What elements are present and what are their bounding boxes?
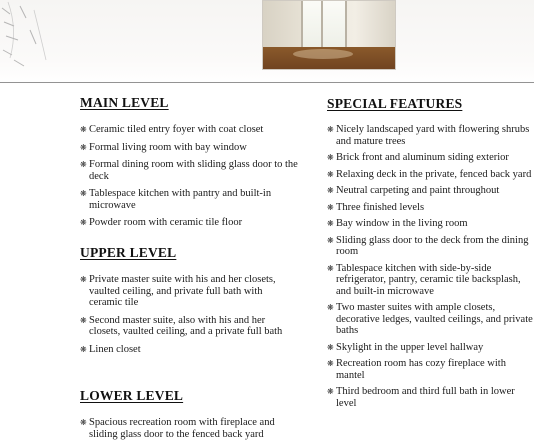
list-item: ❋ Nicely landscaped yard with flowering shrubs and mature trees <box>327 124 530 147</box>
bullet-icon: ❋ <box>327 387 334 396</box>
upper-level-section <box>80 245 298 361</box>
bullet-icon: ❋ <box>80 218 87 227</box>
upper-level-list <box>80 274 298 355</box>
list-item: ❋ Bay window in the living room <box>327 218 468 229</box>
bullet-icon: ❋ <box>327 153 334 162</box>
special-features-heading: SPECIAL FEATURES <box>327 96 463 111</box>
bullet-icon: ❋ <box>80 315 87 325</box>
main-level-heading: MAIN LEVEL <box>80 95 169 110</box>
header-divider <box>0 82 534 83</box>
list-item: ❋ Tablespace kitchen with side-by-side refrigerator, pantry, ceramic tile backsplash, and built-in microwave <box>327 262 521 297</box>
list-item: ❋ Formal dining room with sliding glass door to the deck <box>80 159 298 182</box>
list-item: ❋ Three finished levels <box>327 201 425 213</box>
list-item: ❋ Ceramic tiled entry foyer with coat closet <box>80 124 264 135</box>
bullet-icon: ❋ <box>80 160 87 169</box>
special-features-section <box>327 96 534 414</box>
upper-level-heading: UPPER LEVEL <box>80 245 177 260</box>
bullet-icon: ❋ <box>327 186 334 195</box>
list-item: ❋ Third bedroom and third full bath in lower level <box>327 386 515 409</box>
list-item: ❋ Two master suites with ample closets, decorative ledges, vaulted ceilings, and private baths <box>327 302 533 336</box>
pen-scribble-mark <box>0 0 70 80</box>
bullet-icon: ❋ <box>80 344 87 354</box>
bullet-icon: ❋ <box>327 342 334 352</box>
interior-room-photo <box>262 0 396 70</box>
bullet-icon: ❋ <box>327 125 334 134</box>
list-item: ❋ Powder room with ceramic tile floor <box>80 217 243 228</box>
list-item: ❋ Formal living room with bay window <box>80 141 247 153</box>
list-item: ❋ Brick front and aluminum siding exterior <box>327 152 509 163</box>
bullet-icon: ❋ <box>327 202 334 212</box>
bullet-icon: ❋ <box>80 418 87 427</box>
list-item: ❋ Sliding glass door to the deck from the dining room <box>327 234 529 257</box>
lower-level-heading: LOWER LEVEL <box>80 388 184 403</box>
lower-level-section <box>80 388 298 446</box>
special-features-list <box>327 124 534 409</box>
list-item: ❋ Linen closet <box>80 343 141 355</box>
main-level-section <box>80 95 298 235</box>
list-item: ❋ Relaxing deck in the private, fenced back yard <box>327 168 532 180</box>
bullet-icon: ❋ <box>327 263 334 273</box>
bullet-icon: ❋ <box>327 235 334 245</box>
bullet-icon: ❋ <box>327 169 334 179</box>
list-item: ❋ Spacious recreation room with fireplace and sliding glass door to the fenced back yard <box>80 417 275 440</box>
main-level-list <box>80 124 298 229</box>
list-item: ❋ Recreation room has cozy fireplace with mantel <box>327 358 506 381</box>
list-item: ❋ Second master suite, also with his and her closets, vaulted ceiling, and a private full bath <box>80 314 283 337</box>
list-item: ❋ Neutral carpeting and paint throughout <box>327 185 500 196</box>
bullet-icon: ❋ <box>80 275 87 284</box>
bullet-icon: ❋ <box>327 359 334 368</box>
bullet-icon: ❋ <box>327 219 334 228</box>
list-item: ❋ Skylight in the upper level hallway <box>327 341 484 353</box>
list-item: ❋ Private master suite with his and her closets, vaulted ceiling, and private full bath with ceramic tile <box>80 274 276 308</box>
bullet-icon: ❋ <box>80 142 87 152</box>
list-item: ❋ Tablespace kitchen with pantry and built-in microwave <box>80 188 272 211</box>
bullet-icon: ❋ <box>327 303 334 312</box>
lower-level-list <box>80 417 298 440</box>
bullet-icon: ❋ <box>80 125 87 134</box>
bullet-icon: ❋ <box>80 189 87 198</box>
